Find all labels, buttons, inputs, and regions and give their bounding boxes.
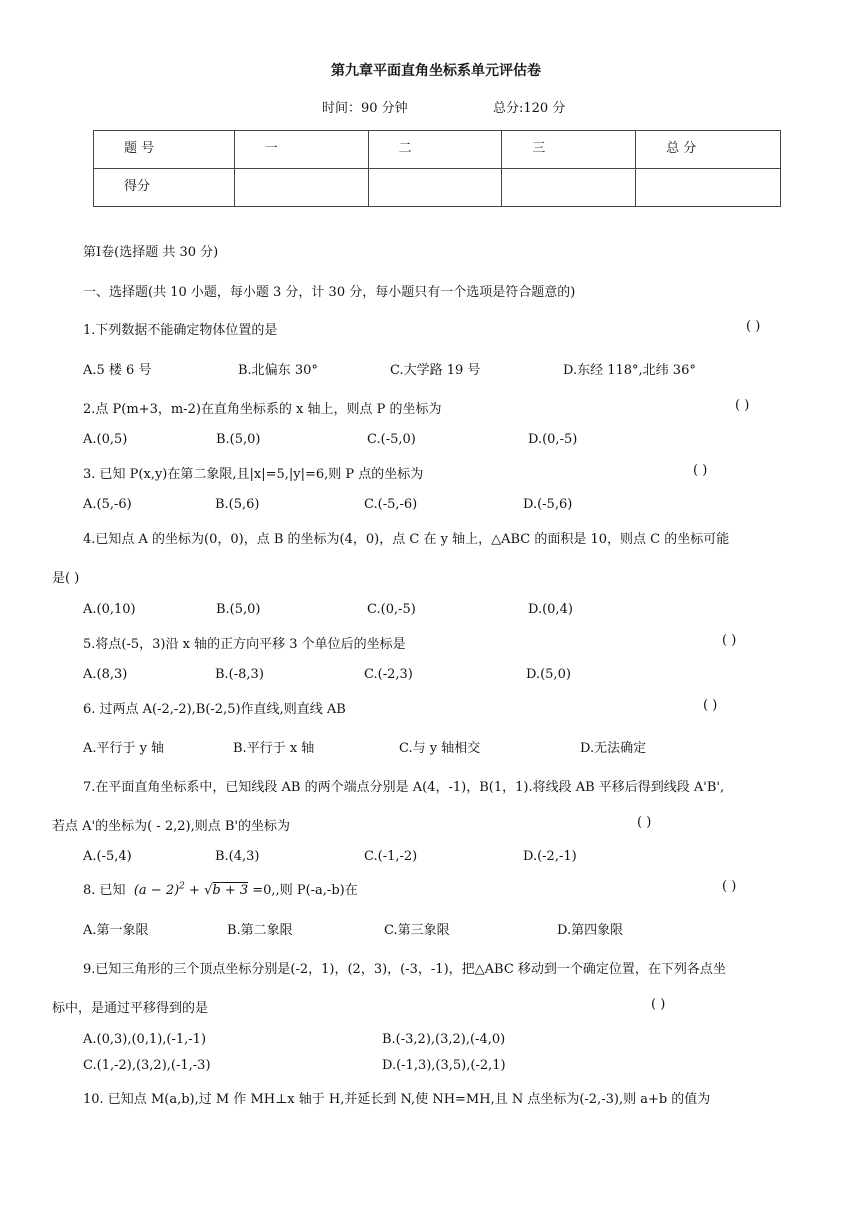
option-d: D.(0,-5) [528,432,578,447]
score-input-cell[interactable] [234,169,368,207]
question-stem: 10. 已知点 M(a,b),过 M 作 MH⊥x 轴于 H,并延长到 N,使 NH=MH,且 N 点坐标为(-2,-3),则 a+b 的值为 [83,1092,711,1107]
exam-total: 总分:120 分 [493,101,566,116]
math-formula: $(a - 2)^2 + √b + 3$ [129,881,249,898]
option-a: A.平行于 y 轴 [83,741,165,756]
question-stem: 2.点 P(m+3，m-2)在直角坐标系的 x 轴上，则点 P 的坐标为 [83,402,442,417]
table-cell: 三 [502,131,636,169]
option-d: D.(-1,3),(3,5),(-2,1) [382,1058,506,1073]
option-a: A.(5,-6) [83,497,132,512]
option-c: C.(-1,-2) [364,849,418,864]
option-d: D.第四象限 [557,923,624,938]
option-a: A.5 楼 6 号 [83,363,152,378]
answer-paren: ( ) [722,879,737,894]
option-a: A.(8,3) [83,667,128,682]
option-b: B.(5,0) [216,432,261,447]
option-a: A.(0,10) [83,602,136,617]
option-b: B.平行于 x 轴 [233,741,315,756]
option-d: D.(5,0) [526,667,571,682]
table-row [94,131,781,169]
answer-paren: ( ) [722,633,737,648]
question-stem: 9.已知三角形的三个顶点坐标分别是(-2，1)，(2，3)，(-3，-1)，把△ABC 移动到一个确定位置，在下列各点坐 [83,962,726,977]
table-cell: 总 分 [636,131,781,169]
table-cell: 一 [234,131,368,169]
option-b: B.第二象限 [227,923,293,938]
question-stem: 3. 已知 P(x,y)在第二象限,且|x|=5,|y|=6,则 P 点的坐标为 [83,467,424,482]
option-c: C.(-5,0) [367,432,416,447]
question-stem: 5.将点(-5，3)沿 x 轴的正方向平移 3 个单位后的坐标是 [83,637,406,652]
option-a: A.第一象限 [83,923,149,938]
table-row [94,169,781,207]
option-c: C.(-2,3) [364,667,413,682]
option-b: B.(4,3) [215,849,260,864]
question-stem-pre: 8. 已知 [83,883,126,898]
table-cell: 题 号 [94,131,235,169]
answer-paren: ( ) [651,997,666,1012]
option-a: A.(-5,4) [83,849,132,864]
question-stem: 1.下列数据不能确定物体位置的是 [83,323,278,338]
question-stem [83,879,358,898]
option-c: C.(0,-5) [367,602,416,617]
question-stem: 6. 过两点 A(-2,-2),B(-2,5)作直线,则直线 AB [83,702,346,717]
option-c: C.第三象限 [384,923,450,938]
option-b: B.(5,6) [215,497,260,512]
option-b: B.(-3,2),(3,2),(-4,0) [382,1032,506,1047]
part-title: 第Ⅰ卷(选择题 共 30 分) [83,245,219,260]
option-b: B.(5,0) [216,602,261,617]
page-title: 第九章平面直角坐标系单元评估卷 [331,63,541,79]
option-d: D.无法确定 [580,741,647,756]
section-heading: 一、选择题(共 10 小题，每小题 3 分，计 30 分，每小题只有一个选项是符合题意的) [83,285,576,300]
score-input-cell[interactable] [368,169,502,207]
option-b: B.北偏东 30° [238,363,318,378]
question-stem-cont: 是( ) [52,571,80,586]
exam-time: 时间：90 分钟 [322,101,408,116]
option-d: D.东经 118°,北纬 36° [563,363,696,378]
table-cell: 二 [368,131,502,169]
answer-paren: ( ) [693,463,708,478]
option-b: B.(-8,3) [215,667,264,682]
question-stem-cont: 若点 A'的坐标为( - 2,2),则点 B'的坐标为 [52,819,290,834]
score-table [93,130,781,207]
question-stem: 4.已知点 A 的坐标为(0，0)，点 B 的坐标为(4，0)，点 C 在 y 轴上，△ABC 的面积是 10，则点 C 的坐标可能 [83,532,730,547]
question-stem-cont: 标中，是通过平移得到的是 [52,1001,209,1016]
option-d: D.(-5,6) [523,497,573,512]
answer-paren: ( ) [637,815,652,830]
score-input-cell[interactable] [636,169,781,207]
option-c: C.大学路 19 号 [390,363,481,378]
option-a: A.(0,3),(0,1),(-1,-1) [83,1032,207,1047]
answer-paren: ( ) [746,319,761,334]
question-stem-post: =0,,则 P(-a,-b)在 [252,883,358,898]
option-c: C.(1,-2),(3,2),(-1,-3) [83,1058,211,1073]
option-c: C.与 y 轴相交 [399,741,481,756]
option-d: D.(-2,-1) [523,849,577,864]
answer-paren: ( ) [735,398,750,413]
option-d: D.(0,4) [528,602,573,617]
table-cell: 得分 [94,169,235,207]
question-stem: 7.在平面直角坐标系中，已知线段 AB 的两个端点分别是 A(4，-1)，B(1，1).将线段 AB 平移后得到线段 A'B', [83,780,725,795]
option-a: A.(0,5) [83,432,128,447]
answer-paren: ( ) [703,698,718,713]
score-input-cell[interactable] [502,169,636,207]
option-c: C.(-5,-6) [364,497,418,512]
